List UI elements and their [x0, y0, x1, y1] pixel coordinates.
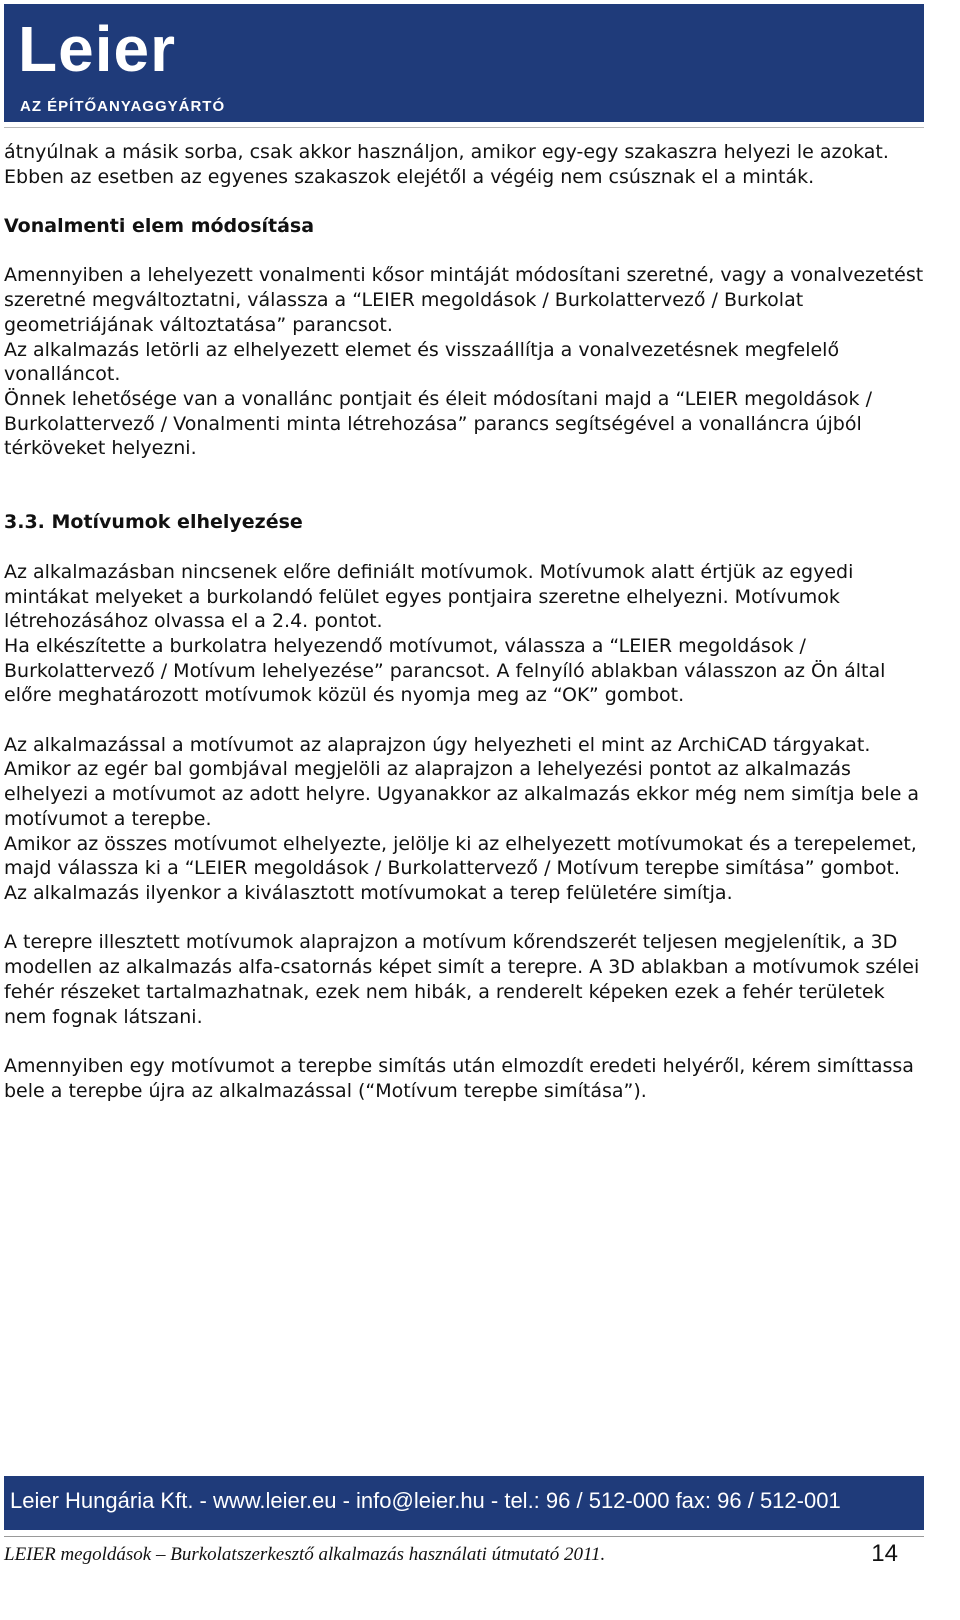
intro-paragraph: átnyúlnak a másik sorba, csak akkor használjon, amikor egy-egy szakaszra helyezi le azokat. Ebben az esetben az egyenes szakaszok elejétől a végéig nem csúsznak el a minták.: [4, 141, 889, 188]
header-banner: [4, 4, 924, 122]
leier-logo: Leier: [18, 13, 176, 85]
paragraph: Amikor az összes motívumot elhelyezte, jelölje ki az elhelyezett motívumokat és a terepelemet, majd válassza ki a “LEIER megoldások / Burkolattervező / Motívum terepbe simítása” gombot.: [4, 832, 917, 880]
paragraph: Az alkalmazásban nincsenek előre definiált motívumok. Motívumok alatt értjük az egyedi mintákat melyeket a burkolandó felület egyes pontjaira szeretne elhelyezni. Motívumok létrehozásához olvassa el a 2.4. pontot.: [4, 560, 854, 633]
section-heading-vonalmenti: Vonalmenti elem módosítása: [4, 215, 315, 238]
document-body: [4, 140, 924, 1103]
paragraph: Önnek lehetősége van a vonallánc pontjait és éleit módosítani majd a “LEIER megoldások / Burkolattervező / Vonalmenti minta létrehozása” parancs segítségével a vonalláncra újból térköveket helyezni.: [4, 388, 872, 460]
paragraph: Az alkalmazás ilyenkor a kiválasztott motívumokat a terep felületére simítja.: [4, 882, 733, 904]
section-heading-motivumok: 3.3. Motívumok elhelyezése: [4, 511, 303, 534]
paragraph: A terepre illesztett motívumok alaprajzon a motívum kőrendszerét teljesen megjelenítik, a 3D modellen az alkalmazás alfa-csatornás képet simít a terepre. A 3D ablakban a motívumok szélei fehér részeket tartalmazhatnak, ezek nem hibák, a renderelt képeken ezek a fehér területek nem fognak látszani.: [4, 931, 920, 1028]
paragraph: Amennyiben a lehelyezett vonalmenti kősor mintáját módosítani szeretné, vagy a vonalvezetést szeretné megváltoztatni, válassza a “LEIER megoldások / Burkolattervező / Burkolat geometriájának változtatása” parancsot.: [4, 264, 924, 336]
footer-divider: [4, 1536, 924, 1537]
logo-tagline: AZ ÉPÍTŐANYAGGYÁRTÓ: [20, 98, 226, 115]
footer-banner: [4, 1476, 924, 1530]
paragraph: Az alkalmazás letörli az elhelyezett elemet és visszaállítja a vonalvezetésnek megfelelő vonalláncot.: [4, 338, 840, 386]
paragraph: Ha elkészítette a burkolatra helyezendő motívumot, válassza a “LEIER megoldások / Burkolattervező / Motívum lehelyezése” parancsot. A felnyíló ablakban válasszon az Ön által előre meghatározott motívumok közül és nyomja meg az “OK” gombot.: [4, 634, 886, 707]
paragraph: Az alkalmazással a motívumot az alaprajzon úgy helyezheti el mint az ArchiCAD tárgyakat. Amikor az egér bal gombjával megjelöli az alaprajzon a lehelyezési pontot az alkalmazás elhelyezi a motívumot az adott helyre. Ugyanakkor az alkalmazás ekkor még nem simítja bele a motívumot a terepbe.: [4, 733, 920, 830]
page-number: 14: [871, 1540, 898, 1567]
paragraph: Amennyiben egy motívumot a terepbe simítás után elmozdít eredeti helyéről, kérem simíttassa bele a terepbe újra az alkalmazással (“Motívum terepbe simítása”).: [4, 1054, 914, 1102]
footer-caption: LEIER megoldások – Burkolatszerkesztő alkalmazás használati útmutató 2011.: [4, 1544, 606, 1565]
header-divider: [4, 127, 924, 128]
footer-contact-line: Leier Hungária Kft. - www.leier.eu - info@leier.hu - tel.: 96 / 512-000 fax: 96 / 512-001: [10, 1488, 841, 1513]
